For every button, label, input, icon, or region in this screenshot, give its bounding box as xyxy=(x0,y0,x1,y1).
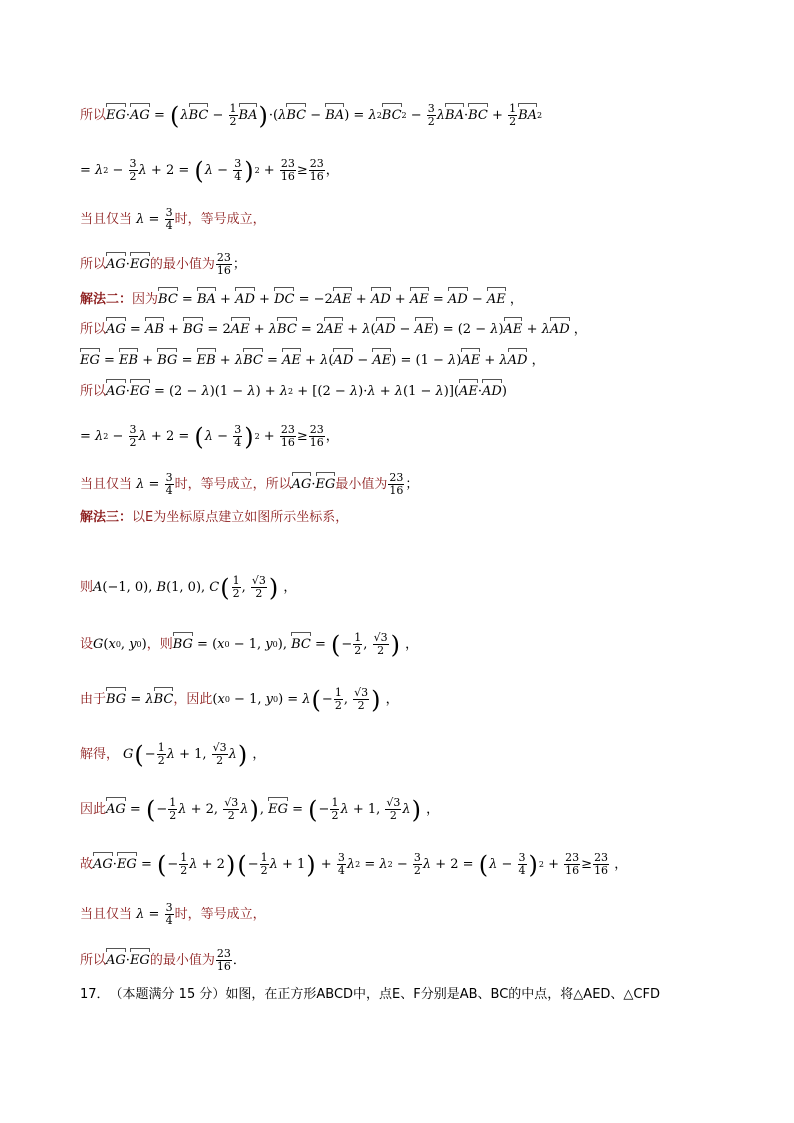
sol3-since: 由于 BG = λ BC ，因此 ( x 0 − 1, y 0 ) = λ ( − $\frac{1}{2}$ , $\frac{√3}{2}$ ) ， xyxy=(80,685,399,714)
sol1-line2: = λ 2 − $\frac{3}{2}$ λ + 2 = ( λ − $\frac{3}{4}$ ) 2 + $\frac{23}{16}$ ≥ $\frac{23}{16}$ ， xyxy=(80,156,339,185)
sol1-line4: 所以 AG · EG 的最小值为 $\frac{23}{16}$ ； xyxy=(80,251,246,277)
sol3-line1 xyxy=(80,508,740,528)
text-min-value: 的最小值为 xyxy=(149,952,215,968)
text-thus: ，因此 xyxy=(173,691,213,707)
sol3-min: 所以 AG · EG 的最小值为 $\frac{23}{16}$ ． xyxy=(80,947,246,973)
sol1-line1: 所以 EG · AG = ( λ BC − $\frac{1}{2}$ BA ) ·( λ BC − BA ) = λ 2 BC 2 − $\frac{3}{2}$ λ BA · BC + $\frac{1}{2}$ BA 2 xyxy=(80,101,543,130)
sol2-line1: 解法二： 因为 BC = BA + AD + DC = −2 AE + AD + AE = AD − AE ， xyxy=(80,290,740,310)
question-number: 17． xyxy=(80,987,110,1002)
text-solve: 解得， xyxy=(80,746,120,762)
text-prefix: 所以 xyxy=(80,107,107,123)
sol3-heading: 解法三： xyxy=(80,510,133,525)
text-semicolon: ； xyxy=(232,256,246,272)
sol2-line2: 所以 AG = AB + BG = 2 AE + λ BC = 2 AE + λ ( AD − AE ) = (2 − λ ) AE + λ AD ， xyxy=(80,320,740,340)
text-eq-holds: 时，等号成立， xyxy=(174,211,266,227)
sol3-points: 则 A (−1, 0), B (1, 0), C ( $\frac{1}{2}$ , $\frac{√3}{2}$ ) ， xyxy=(80,573,297,602)
sol3-eq: 当且仅当 λ = $\frac{3}{4}$ 时，等号成立， xyxy=(80,901,266,927)
question-score: （本题满分 15 分） xyxy=(109,987,226,1002)
text-when: 当且仅当 xyxy=(80,906,133,922)
text-hence: 因此 xyxy=(80,801,107,817)
text-eq-holds-so: 时，等号成立，所以 xyxy=(174,476,292,492)
question-17 xyxy=(80,985,740,1005)
text-eq-holds: 时，等号成立， xyxy=(174,906,266,922)
text-period: ． xyxy=(232,952,246,968)
sol1-line3: 当且仅当 λ = $\frac{3}{4}$ 时，等号成立， xyxy=(80,206,266,232)
sol3-setup: 以E为坐标原点建立如图所示坐标系， xyxy=(132,510,349,525)
sol2-line6: 当且仅当 λ = $\frac{3}{4}$ 时，等号成立，所以 AG · EG 最小值为 $\frac{23}{16}$ ； xyxy=(80,471,419,497)
text-min-value: 的最小值为 xyxy=(149,256,215,272)
sol2-line3: EG = EB + BG = EB + λ BC = AE + λ ( AD − AE ) = (1 − λ ) AE + λ AD ， xyxy=(80,351,740,371)
text-since: 由于 xyxy=(80,691,107,707)
text-let: 设 xyxy=(80,636,94,652)
sol3-solve: 解得， G ( − $\frac{1}{2}$ λ + 1, $\frac{√3}{2}$ λ ) ， xyxy=(80,740,266,769)
text-min-value: 最小值为 xyxy=(335,476,388,492)
text-so: 所以 xyxy=(80,322,107,337)
text-so: 所以 xyxy=(80,384,107,399)
text-so: 所以 xyxy=(80,952,107,968)
text-so: 故 xyxy=(80,856,94,872)
text-then: ，则 xyxy=(146,636,173,652)
sol3-so: 故 AG · EG = ( − $\frac{1}{2}$ λ + 2 ) ( − $\frac{1}{2}$ λ + 1 ) + $\frac{3}{4}$ λ 2 = λ 2 − $\frac{3}{2}$ λ + 2 = ( λ − $\frac{3}{4}$ ) 2 + $\frac{23}{16}$ ≥ $\frac{23}{16}$ ， xyxy=(80,850,628,879)
sol3-hence: 因此 AG = ( − $\frac{1}{2}$ λ + 2, $\frac{√3}{2}$ λ ) , EG = ( − $\frac{1}{2}$ λ + 1, $\frac{√3}{2}$ λ ) ， xyxy=(80,795,440,824)
sol2-line4: 所以 AG · EG = (2 − λ )(1 − λ ) + λ 2 + [(2 − λ )· λ + λ (1 − λ )]( AE · AD ) xyxy=(80,382,740,402)
question-text: 如图，在正方形ABCD中，点E、F分别是AB、BC的中点，将△AED、△CFD xyxy=(225,987,660,1002)
text-so: 所以 xyxy=(80,256,107,272)
sol2-heading: 解法二： xyxy=(80,292,133,307)
text-then: 则 xyxy=(80,579,94,595)
text-when: 当且仅当 xyxy=(80,211,133,227)
sol3-set-g: 设 G ( x 0 , y 0 ) ，则 BG = ( x 0 − 1, y 0 ), BC = ( − $\frac{1}{2}$ , $\frac{√3}{2}$ ) ， xyxy=(80,630,419,659)
text-because: 因为 xyxy=(132,292,159,307)
text-when: 当且仅当 xyxy=(80,476,133,492)
text-semicolon: ； xyxy=(405,476,419,492)
sol2-line5: = λ 2 − $\frac{3}{2}$ λ + 2 = ( λ − $\frac{3}{4}$ ) 2 + $\frac{23}{16}$ ≥ $\frac{23}{16}$ ， xyxy=(80,422,339,451)
